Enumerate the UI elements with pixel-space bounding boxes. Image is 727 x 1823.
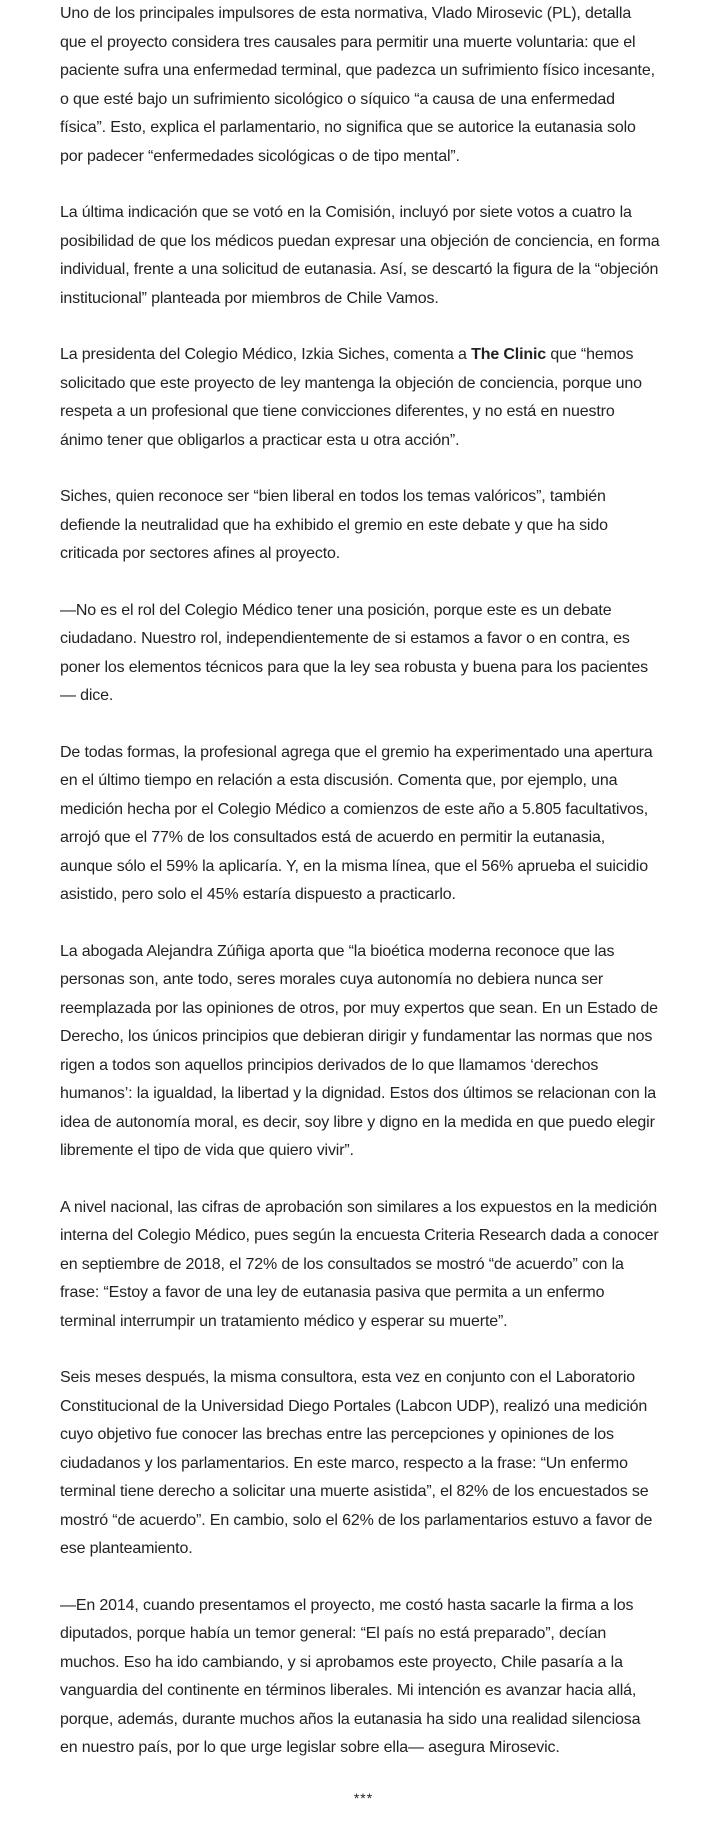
paragraph-objecion-individual: La última indicación que se votó en la Comisión, incluyó por siete votos a cuatro la posibilidad de que los médicos puedan expresar una objeción de conciencia, en forma individual, frente a una solicitud de eutanasia. Así, se descartó la figura de la “objeción institucional” planteada por miembros de Chile Vamos. [60, 204, 660, 307]
section-separator: *** [353, 1790, 374, 1806]
publication-name: The Clinic [471, 346, 547, 363]
paragraph-mirosevic-quote: —En 2014, cuando presentamos el proyecto, me costó hasta sacarle la firma a los diputados, porque había un temor general: “El país no está preparado”, decían muchos. Eso ha ido cambiando, y si aprobamos este proyecto, Chile pasaría a la vanguardia del continente en términos liberales. Mi intención es avanzar hacia allá, porque, además, durante muchos años la eutanasia ha sido una realidad silenciosa en nuestro país, por lo que urge legislar sobre ella— asegura Mirosevic. [60, 1596, 641, 1756]
article-body [60, 0, 660, 1791]
quote-body-text: que “hemos solicitado que este proyecto de ley mantenga la objeción de conciencia, porque uno respeta a un profesional que tiene convicciones diferentes, y no está en nuestro ánimo tener que obligarlos a practicar esta u otra acción”. [60, 346, 642, 449]
paragraph-criteria-research: A nivel nacional, las cifras de aprobación son similares a los expuestos en la medición interna del Colegio Médico, pues según la encuesta Criteria Research dada a conocer en septiembre de 2018, el 72% de los consultados se mostró “de acuerdo” con la frase: “Estoy a favor de una ley de eutanasia pasiva que permita a un enfermo terminal interrumpir un tratamiento médico y esperar su muerte”. [60, 1198, 659, 1330]
paragraph-medicion-colegio: De todas formas, la profesional agrega que el gremio ha experimentado una apertura en el último tiempo en relación a esta discusión. Comenta que, por ejemplo, una medición hecha por el Colegio Médico a comienzos de este año a 5.805 facultativos, arrojó que el 77% de los consultados está de acuerdo en permitir la eutanasia, aunque sólo el 59% la aplicaría. Y, en la misma línea, que el 56% aprueba el suicidio asistido, pero solo el 45% estaría dispuesto a practicarlo. [60, 743, 653, 903]
paragraph-siches-neutralidad: Siches, quien reconoce ser “bien liberal en todos los temas valóricos”, también defiende la neutralidad que ha exhibido el gremio en este debate y que ha sido criticada por sectores afines al proyecto. [60, 488, 608, 562]
quote-lead-text: La presidenta del Colegio Médico, Izkia Siches, comenta a [60, 346, 472, 363]
paragraph-labcon-udp: Seis meses después, la misma consultora, esta vez en conjunto con el Laboratorio Constitucional de la Universidad Diego Portales (Labcon UDP), realizó una medición cuyo objetivo fue conocer las brechas entre las percepciones y opiniones de los ciudadanos y los parlamentarios. En este marco, respecto a la frase: “Un enfermo terminal tiene derecho a solicitar una muerte asistida”, el 82% de los encuestados se mostró “de acuerdo”. En cambio, solo el 62% de los parlamentarios estuvo a favor de ese planteamiento. [60, 1369, 653, 1557]
paragraph-zuniga-quote: La abogada Alejandra Zúñiga aporta que “la bioética moderna reconoce que las personas son, ante todo, seres morales cuya autonomía no debiera nunca ser reemplazada por las opiniones de otros, por muy expertos que sean. En un Estado de Derecho, los únicos principios que debieran dirigir y fundamentar las normas que nos rigen a todos son aquellos principios derivados de lo que llamamos ‘derechos humanos’: la igualdad, la libertad y la dignidad. Estos dos últimos se relacionan con la idea de autonomía moral, es decir, soy libre y digno en la medida en que puedo elegir libremente el tipo de vida que quiero vivir”. [60, 942, 658, 1159]
paragraph-colegio-medico-quote [60, 341, 660, 455]
paragraph-causales: Uno de los principales impulsores de esta normativa, Vlado Mirosevic (PL), detalla que el proyecto considera tres causales para permitir una muerte voluntaria: que el paciente sufra una enfermedad terminal, que padezca un sufrimiento físico incesante, o que esté bajo un sufrimiento sicológico o síquico “a causa de una enfermedad física”. Esto, explica el parlamentario, no significa que se autorice la eutanasia solo por padecer “enfermedades sicológicas o de tipo mental”. [60, 5, 655, 165]
paragraph-rol-colegio: —No es el rol del Colegio Médico tener una posición, porque este es un debate ciudadano. Nuestro rol, independientemente de si estamos a favor o en contra, es poner los elementos técnicos para que la ley sea robusta y buena para los pacientes— dice. [60, 601, 648, 704]
